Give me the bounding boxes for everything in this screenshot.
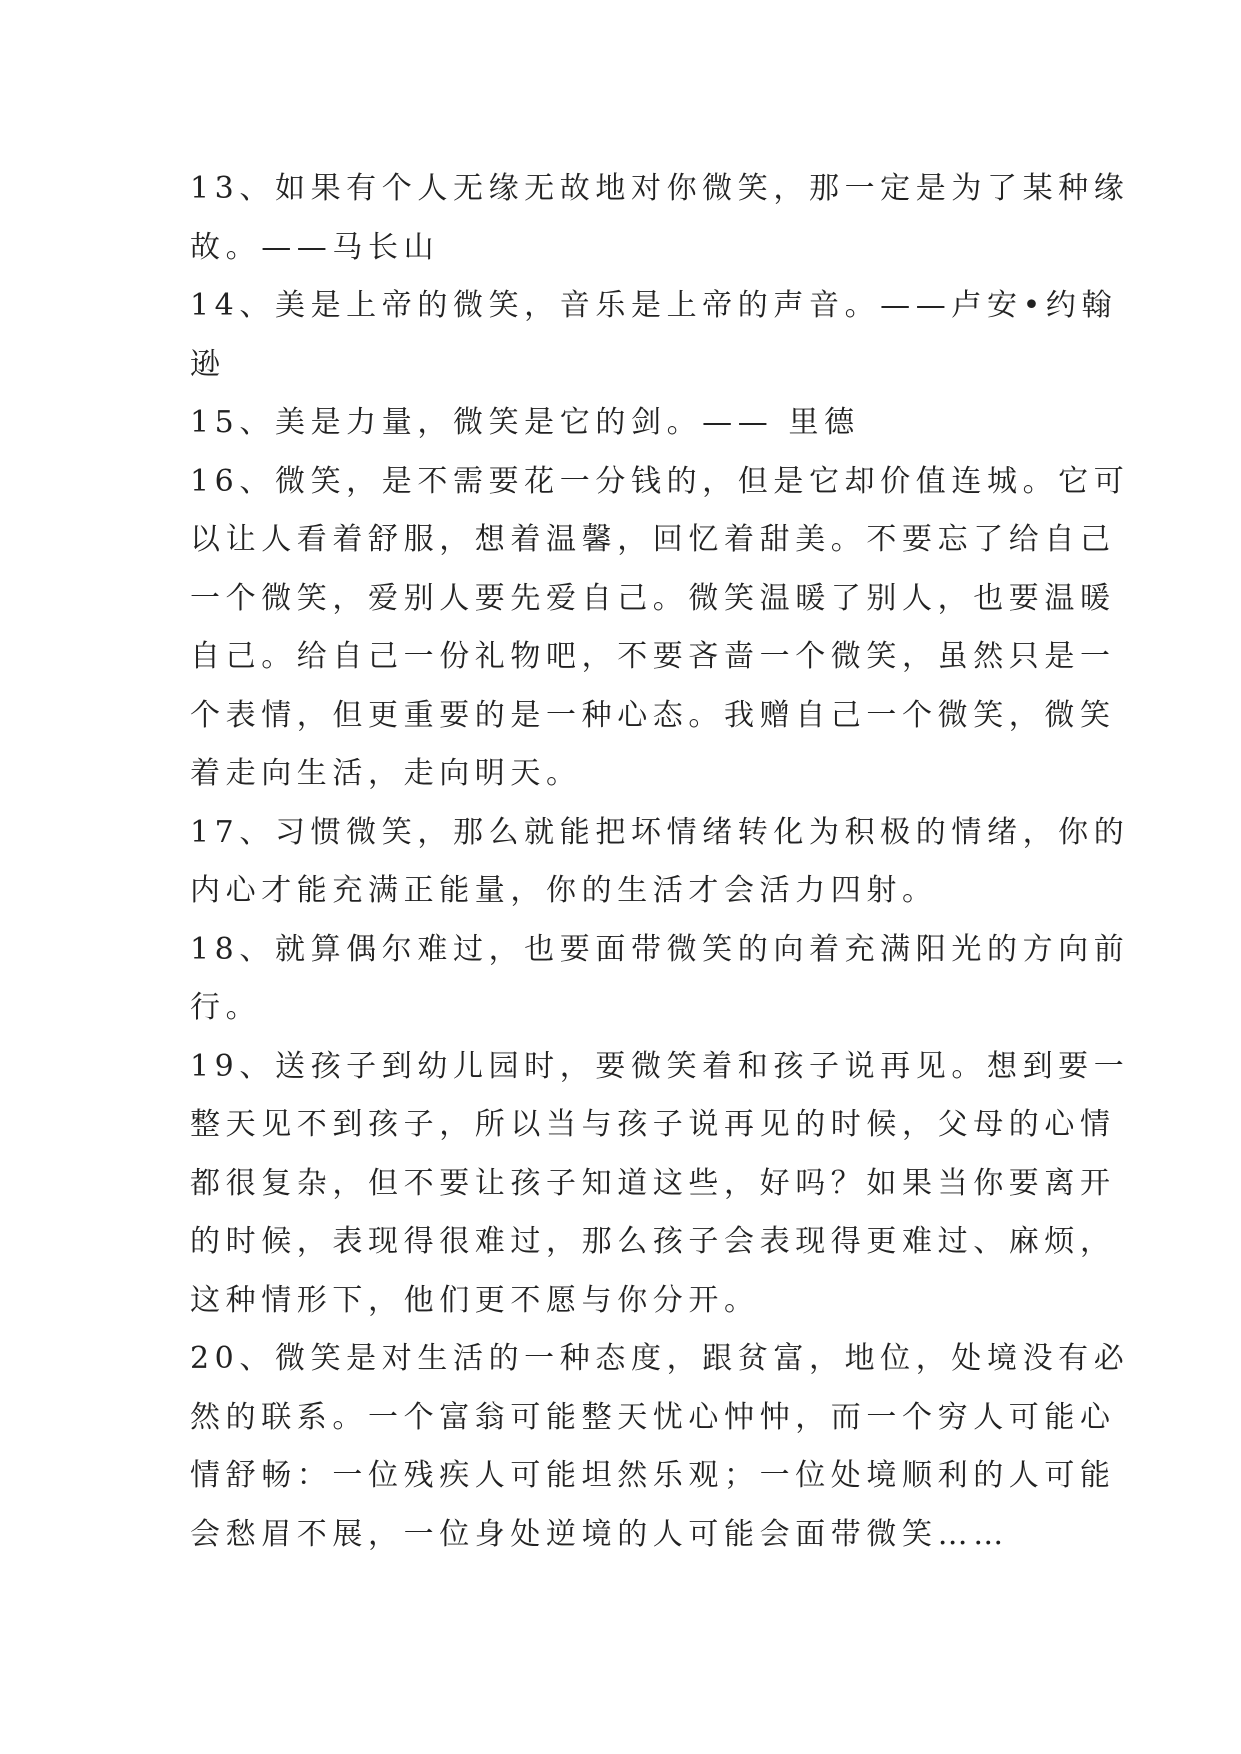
text-line: 一个微笑，爱别人要先爱自己。微笑温暖了别人，也要温暖 [190, 580, 1116, 616]
text-line: 这种情形下，他们更不愿与你分开。 [190, 1282, 760, 1318]
text-line: 15、美是力量，微笑是它的剑。—— 里德 [190, 405, 860, 440]
text-line: 都很复杂，但不要让孩子知道这些，好吗？如果当你要离开 [190, 1165, 1116, 1201]
text-line: 18、就算偶尔难过，也要面带微笑的向着充满阳光的方向前 [190, 931, 1130, 967]
text-line: 情舒畅：一位残疾人可能坦然乐观；一位处境顺利的人可能 [190, 1458, 1116, 1493]
text-line: 逊 [190, 346, 226, 382]
text-line: 行。 [190, 990, 262, 1025]
text-line: 整天见不到孩子，所以当与孩子说再见的时候，父母的心情 [190, 1107, 1116, 1142]
text-line: 16、微笑，是不需要花一分钱的，但是它却价值连城。它可 [190, 463, 1130, 499]
text-line: 以让人看着舒服，想着温馨，回忆着甜美。不要忘了给自己 [190, 522, 1116, 557]
text-line: 13、如果有个人无缘无故地对你微笑，那一定是为了某种缘 [190, 171, 1130, 206]
text-line: 自己。给自己一份礼物吧，不要吝啬一个微笑，虽然只是一 [190, 639, 1116, 674]
text-line: 着走向生活，走向明天。 [190, 756, 582, 791]
text-line: 个表情，但更重要的是一种心态。我赠自己一个微笑，微笑 [190, 697, 1116, 733]
text-line: 然的联系。一个富翁可能整天忧心忡忡，而一个穷人可能心 [190, 1399, 1116, 1435]
text-line: 14、美是上帝的微笑，音乐是上帝的声音。——卢安•约翰 [190, 288, 1118, 323]
text-line: 20、微笑是对生活的一种态度，跟贫富，地位，处境没有必 [190, 1341, 1130, 1376]
document-body [190, 160, 1130, 1564]
text-line: 故。——马长山 [190, 229, 440, 265]
text-line: 19、送孩子到幼儿园时，要微笑着和孩子说再见。想到要一 [190, 1048, 1130, 1084]
text-line: 17、习惯微笑，那么就能把坏情绪转化为积极的情绪，你的 [190, 814, 1130, 850]
text-line: 内心才能充满正能量，你的生活才会活力四射。 [190, 873, 938, 908]
text-line: 的时候，表现得很难过，那么孩子会表现得更难过、麻烦， [190, 1224, 1116, 1259]
text-line: 会愁眉不展，一位身处逆境的人可能会面带微笑…… [190, 1516, 1009, 1552]
